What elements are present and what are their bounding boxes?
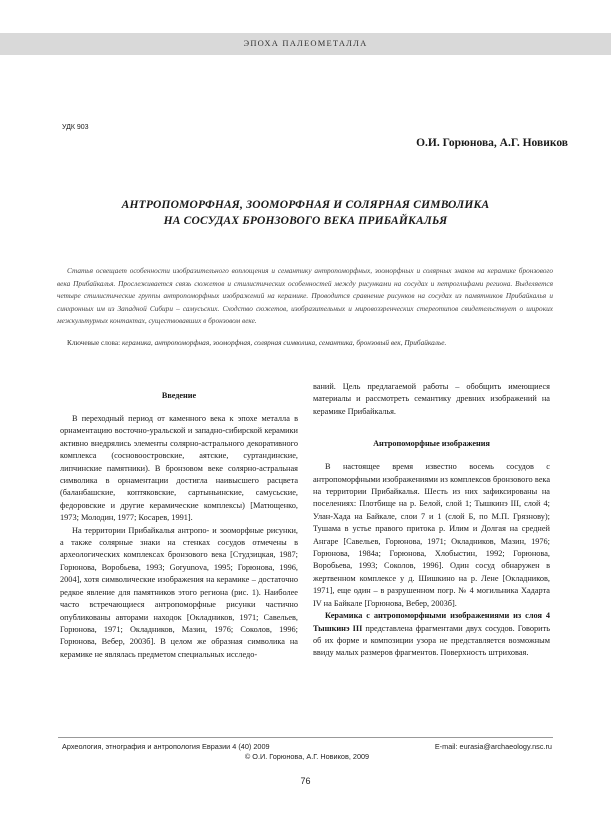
footer-divider — [58, 737, 553, 738]
title-line: НА СОСУДАХ БРОНЗОВОГО ВЕКА ПРИБАЙКАЛЬЯ — [163, 215, 448, 227]
body-paragraph-continued: ваний. Цель предлагаемой работы – обобщить имеющиеся материалы и рассмотреть семантику древних изображений на керамике Прибайкалья. — [313, 382, 550, 416]
page-number: 76 — [300, 776, 311, 786]
right-column — [313, 381, 550, 660]
journal-citation: Археология, этнография и антропология Евразии 4 (40) 2009 — [62, 742, 270, 751]
copyright: © О.И. Горюнова, А.Г. Новиков, 2009 — [244, 752, 370, 761]
section-heading-introduction: Введение — [161, 391, 197, 400]
running-header-title: ЭПОХА ПАЛЕОМЕТАЛЛА — [243, 38, 368, 48]
body-paragraph: В переходный период от каменного века к эпохе металла в орнаментацию восточно-уральской и западно-сибирской керамики активно внедрялись элементы солярно-астрального декоративного комплекса (сосновоостровские, аятские, суртандинские, липчинские памятники). В бронзовом веке солярно-астральная символика в орнаментации достигла наивысшего расцвета (баланбашские, коптяковские, сартыньинские, самусьские, федоровские и другие керамические комплексы) [Матющенко, 1973; Молодин, 1977; Косарев, 1991]. — [60, 414, 298, 523]
authors: О.И. Горюнова, А.Г. Новиков — [416, 137, 568, 149]
article-title — [60, 197, 551, 229]
keywords-text: керамика, антропоморфная, зооморфная, солярная символика, семантика, бронзовый век, Прибайкалье. — [121, 338, 447, 347]
udk-code: УДК 903 — [62, 124, 89, 131]
journal-email: E-mail: eurasia@archaeology.nsc.ru — [434, 742, 552, 751]
keywords-label: Ключевые слова: — [67, 338, 122, 347]
keywords — [57, 337, 553, 350]
body-paragraph — [313, 610, 550, 660]
body-paragraph: На территории Прибайкалья антропо- и зооморфные рисунки, а также солярные знаки на стенках сосудов отмечены в археологических комплексах бронзового века [Студзицкая, 1987; Горюнова, Воробьева, 1993; Goryunova, 1995; Горюнова, 1996, 2004], хотя символические изображения на керамике – достаточно редкое явление для памятников этого региона (рис. 1). Наиболее часто встречающиеся антропоморфные рисунки частично опубликованы авторами находок [Окладников, 1971; Савельев, Горюнова, 1971; Окладников, Мазин, 1976; Соколов, 1996; Горюнова, Вебер, 2003б]. В целом же образная символика на керамике не являлась предметом специальных исследо- — [60, 525, 298, 659]
bold-lead: Керамика с антропоморфными изображениями из слоя 4 Тышкинэ III — [313, 611, 550, 633]
paragraph-rest: представлена фрагментами двух сосудов. Говорить об их форме и композиции узора не представляется возможным ввиду малых размеров фрагментов. Поверхность штриховая. — [313, 623, 550, 658]
body-paragraph: В настоящее время известно восемь сосудов с антропоморфными изображениями из комплексов бронзового века на территории Прибайкалья. Шесть из них зафиксированы на поселениях: Плотбище на р. Белой, слой 1; Тышкинэ III, слой 4; Улан-Хада на Байкале, слои 7 и 1 (слой Б, по М.П. Грязнову); Тушама в устье правого притока р. Илим и Долгая на средней Ангаре [Савельев, Горюнова, 1971; Окладников, Мазин, 1976; Горюнова, 1984а; Горюнова, Хлобыстин, 1992; Горюнова, Воробьева, 1993; Соколов, 1996]. Один сосуд обнаружен в жертвенном комплексе у д. Шишкино на р. Лене [Окладников, 1971], еще один – в разрушенном погр. № 4 могильника Хадарта IV на Байкале [Горюнова, Вебер, 2003б]. — [313, 462, 550, 608]
section-heading-anthropomorphic: Антропоморфные изображения — [373, 439, 490, 449]
left-column — [60, 381, 298, 661]
title-line: АНТРОПОМОРФНАЯ, ЗООМОРФНАЯ И СОЛЯРНАЯ СИМВОЛИКА — [121, 199, 490, 211]
abstract: Статья освещает особенности изобразительного воплощения и семантику антропоморфных, зооморфных и солярных знаков на керамике бронзового века Прибайкалья. Прослеживается связь сюжетов и стилистических особенностей между рисунками на сосудах и петроглифами региона. Выделяется четыре стилистические группы антропоморфных изображений на керамике. Проводится сравнение рисунков на сосудах из памятников Прибайкалья и синхронных им из Западной Сибири – самусьских. Сходство сюжетов, изобразительных и мировоззренческих стереотипов свидетельствует о широких межкультурных контактах, существовавших в бронзовом веке. — [57, 266, 553, 326]
